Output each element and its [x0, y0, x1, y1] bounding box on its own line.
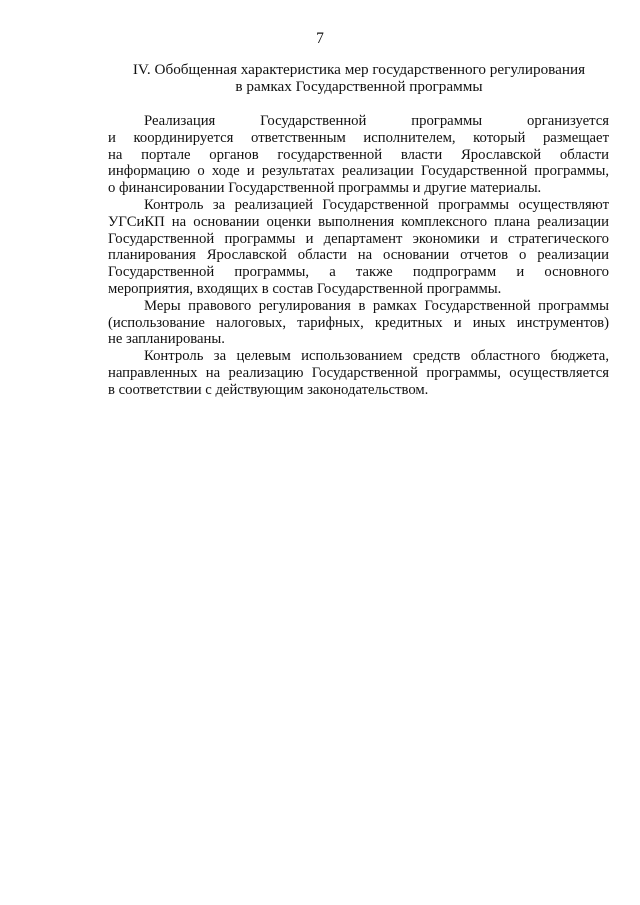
- text-line: УГСиКП на основании оценки выполнения комплексного плана реализации: [108, 213, 609, 230]
- page-number: 7: [316, 30, 324, 47]
- paragraph-budget-control: [108, 348, 609, 398]
- text-line: в соответствии с действующим законодательством.: [108, 381, 429, 398]
- text-line: информацию о ходе и результатах реализации Государственной программы,: [108, 163, 609, 180]
- text-line: на портале органов государственной власти Ярославской области: [108, 146, 609, 163]
- paragraph-control: [108, 197, 609, 298]
- paragraph-legal-measures: [108, 298, 609, 348]
- text-line: Государственной программы, а также подпрограмм и основного: [108, 264, 609, 281]
- section-heading-line-2: в рамках Государственной программы: [235, 77, 483, 95]
- text-line: планирования Ярославской области на основании отчетов о реализации: [108, 247, 609, 264]
- text-line: и координируется ответственным исполнителем, который размещает: [108, 129, 609, 146]
- text-line: Реализация Государственной программы организуется: [144, 113, 609, 129]
- text-line: Меры правового регулирования в рамках Государственной программы: [144, 297, 609, 314]
- text-line: не запланированы.: [108, 331, 225, 348]
- section-heading-line-1: IV. Обобщенная характеристика мер государственного регулирования: [132, 61, 586, 78]
- text-line: мероприятия, входящих в состав Государственной программы.: [108, 280, 502, 297]
- body-text: [108, 113, 609, 399]
- text-line: Контроль за реализацией Государственной программы осуществляют: [144, 196, 609, 213]
- text-line: Государственной программы и департамент экономики и стратегического: [108, 230, 609, 247]
- text-line: направленных на реализацию Государственной программы, осуществляется: [108, 364, 609, 381]
- text-line: Контроль за целевым использованием средств областного бюджета,: [144, 348, 609, 365]
- paragraph-implementation: [108, 113, 609, 197]
- text-line: о финансировании Государственной программы и другие материалы.: [108, 180, 542, 197]
- text-line: (использование налоговых, тарифных, кредитных и иных инструментов): [108, 314, 609, 331]
- section-heading: [108, 62, 610, 95]
